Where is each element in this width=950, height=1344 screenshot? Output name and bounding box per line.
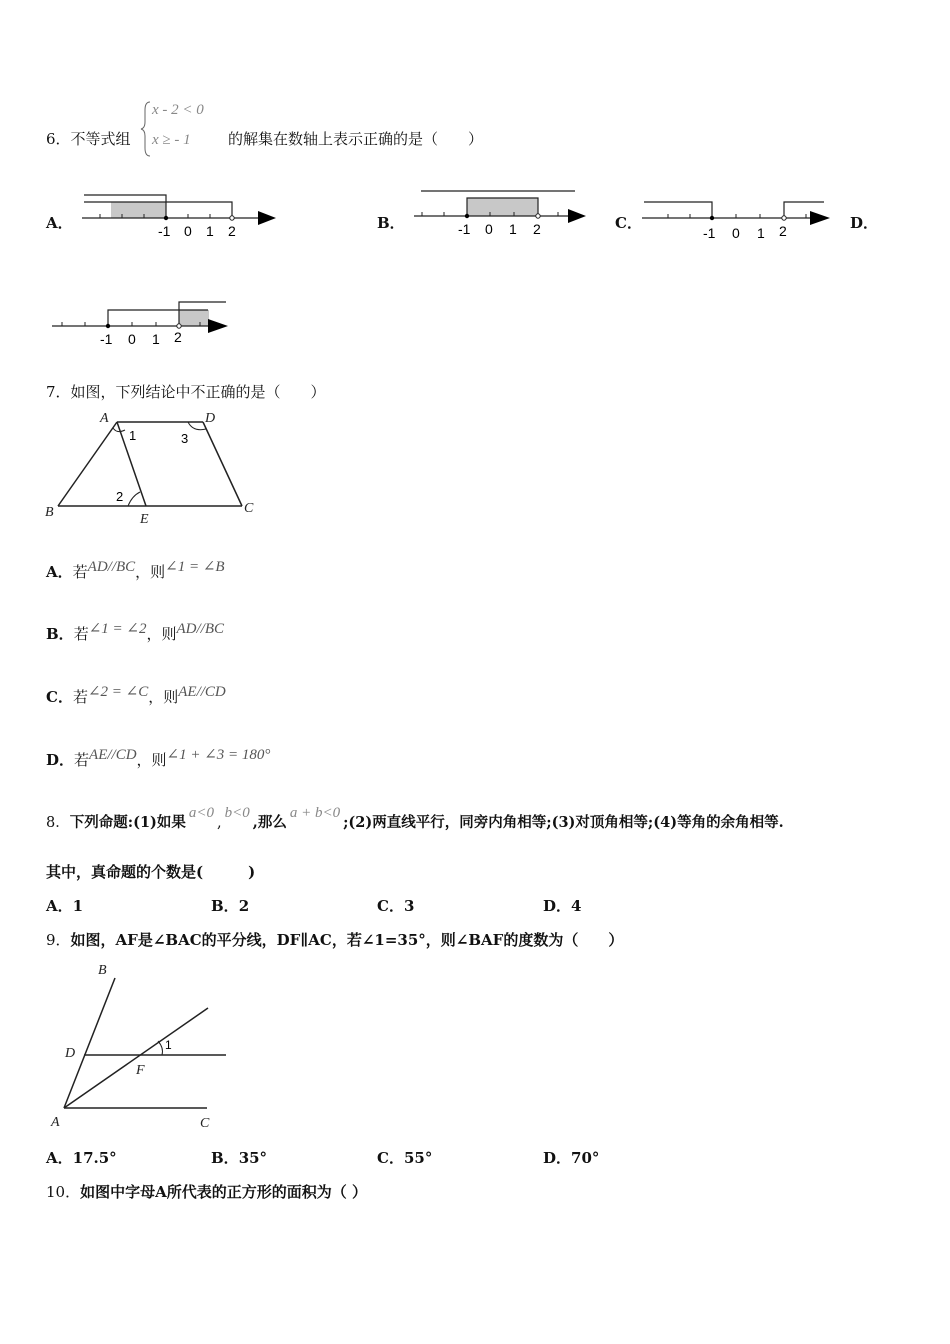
q8-part1: 下列命题:(1)如果 [69,814,186,831]
q7-option-b[interactable] [46,623,224,644]
q8-option-a[interactable] [46,895,83,916]
q6-d-tick-1: 1 [152,331,160,347]
q6-option-b-letter[interactable]: B． [377,214,405,232]
q8-number: 8． [46,815,70,831]
q6-c-tick-m1: -1 [703,225,716,241]
q6-d-tick-m1: -1 [100,331,113,347]
q6-sys-line2: x ≥ - 1 [152,132,191,148]
q8-part2: ,那么 [252,814,287,831]
q7-label-a: A [100,411,109,426]
q6-number: 6． [46,130,71,148]
q7-option-b-concl: AD//BC [176,621,224,637]
q10-stem-text: 如图中字母A所代表的正方形的面积为（ ） [80,1183,367,1201]
q7-figure [40,404,270,528]
q8-math-1: a<0 [188,805,215,821]
q7-option-c-cond: ∠2 = ∠C [87,684,149,700]
q7-label-c: C [244,501,254,516]
q8-stem [46,805,784,832]
q7-stem-text: 如图，下列结论中不正确的是（ ） [70,383,326,401]
q8-option-b-letter: B． [211,897,239,915]
q6-b-tick-m1: -1 [458,221,471,237]
q9-label-c: C [200,1116,210,1131]
q8-comma: , [217,815,222,831]
q8-option-a-letter: A． [46,897,73,915]
q9-label-f: F [136,1063,145,1078]
q8-option-b[interactable] [211,895,249,916]
q6-a-shade [111,202,166,218]
q9-stem [46,929,623,950]
q9-option-a-value: 17.5° [72,1149,117,1167]
q6-brace-icon [140,100,152,158]
q6-a-tick-m1: -1 [158,223,171,239]
q9-stem-text: 如图，AF是∠BAC的平分线，DF∥AC，若∠1=35°，则∠BAF的度数为（ ） [70,931,624,949]
q6-c-tick-0: 0 [732,225,740,241]
q7-option-a-if: 若 [72,563,88,581]
q7-option-a[interactable] [46,561,225,582]
q7-option-c-letter: C． [46,688,73,706]
q7-number: 7． [46,383,71,401]
q9-number: 9． [46,931,71,949]
q9-option-a[interactable] [46,1147,117,1168]
q7-angle-3: 3 [181,431,189,446]
q6-sys-line1: x - 2 < 0 [152,102,204,118]
q9-angle-1: 1 [165,1038,172,1052]
q6-option-c-letter[interactable]: C． [615,214,642,232]
q6-b-tick-2: 2 [533,221,541,237]
q9-option-b[interactable] [211,1147,267,1168]
q6-b-shade [467,198,538,216]
q7-option-b-then: ，则 [146,625,177,643]
q7-label-d: D [205,411,216,426]
q6-option-d-letter[interactable]: D． [850,214,879,232]
q9-figure [40,958,240,1134]
q7-option-d[interactable] [46,749,270,770]
q8-math-2: b<0 [224,805,250,821]
q7-angle-2: 2 [116,489,124,504]
q9-option-d[interactable] [543,1147,599,1168]
q9-option-d-letter: D． [543,1149,572,1167]
q6-a-tick-2: 2 [228,223,236,239]
q8-math-3: a + b<0 [289,805,341,821]
q6-d-tick-2: 2 [174,329,182,345]
q8-line2: 其中，真命题的个数是( ) [46,863,256,881]
q9-option-d-value: 70° [571,1149,600,1167]
q8-option-d-value: 4 [571,897,582,915]
q7-option-b-cond: ∠1 = ∠2 [88,621,147,637]
q7-option-d-letter: D． [46,751,75,769]
q6-d-arrow-icon [208,319,228,333]
q6-c-tick-2: 2 [779,223,787,239]
q6-stem [46,128,131,149]
q6-stem-suffix: 的解集在数轴上表示正确的是（ ） [228,130,484,148]
q7-stem [46,381,326,402]
q7-option-d-then: ，则 [136,751,167,769]
q8-option-d[interactable] [543,895,581,916]
q7-option-c-if: 若 [72,688,88,706]
q10-stem [46,1181,367,1202]
q7-label-e: E [140,512,149,527]
q6-d-tick-0: 0 [128,331,136,347]
q9-label-a: A [51,1115,60,1130]
q9-option-b-value: 35° [238,1149,268,1167]
q8-option-c-value: 3 [403,897,415,915]
q6-option-b-numberline [412,182,592,240]
q7-option-c[interactable] [46,686,226,707]
q6-option-d-numberline [50,296,236,350]
q7-option-a-cond: AD//BC [87,559,136,575]
q9-option-c[interactable] [377,1147,432,1168]
q6-c-arrow-icon [810,211,830,225]
q7-option-a-then: ，则 [135,563,166,581]
q6-stem-prefix: 不等式组 [70,130,131,148]
q7-option-d-concl: ∠1 + ∠3 = 180° [166,747,271,763]
q7-option-c-then: ，则 [148,688,179,706]
q6-option-a-letter[interactable]: A． [46,214,73,232]
q6-a-tick-0: 0 [184,223,192,239]
q8-option-d-letter: D． [543,897,572,915]
q8-part3: ;(2)两直线平行，同旁内角相等;(3)对顶角相等;(4)等角的余角相等. [343,814,784,831]
q7-label-b: B [45,505,54,520]
q6-option-c-numberline [640,190,836,246]
q8-option-a-value: 1 [72,897,84,915]
q10-number: 10． [46,1183,81,1201]
q6-d-shade [179,310,209,326]
q7-option-d-if: 若 [74,751,90,769]
q6-b-tick-1: 1 [509,221,517,237]
q7-option-b-if: 若 [73,625,89,643]
q9-option-a-letter: A． [46,1149,73,1167]
q7-option-c-concl: AE//CD [178,684,226,700]
q7-angle-1: 1 [129,428,137,443]
q7-option-a-concl: ∠1 = ∠B [165,559,225,575]
q9-option-c-letter: C． [377,1149,404,1167]
q6-a-tick-1: 1 [206,223,214,239]
q9-label-b: B [98,963,107,978]
q9-option-c-value: 55° [403,1149,433,1167]
q7-option-b-letter: B． [46,625,74,643]
q6-option-a-numberline [80,186,280,242]
q6-b-arrow-icon [568,209,586,223]
q9-label-d: D [65,1046,76,1061]
q6-c-tick-1: 1 [757,225,765,241]
q7-option-a-letter: A． [46,563,73,581]
q7-option-d-cond: AE//CD [89,747,137,763]
q6-b-tick-0: 0 [485,221,493,237]
q9-option-b-letter: B． [211,1149,239,1167]
q6-a-arrow-icon [258,211,276,225]
q8-option-c[interactable] [377,895,414,916]
q8-option-c-letter: C． [377,897,404,915]
q8-option-b-value: 2 [238,897,250,915]
